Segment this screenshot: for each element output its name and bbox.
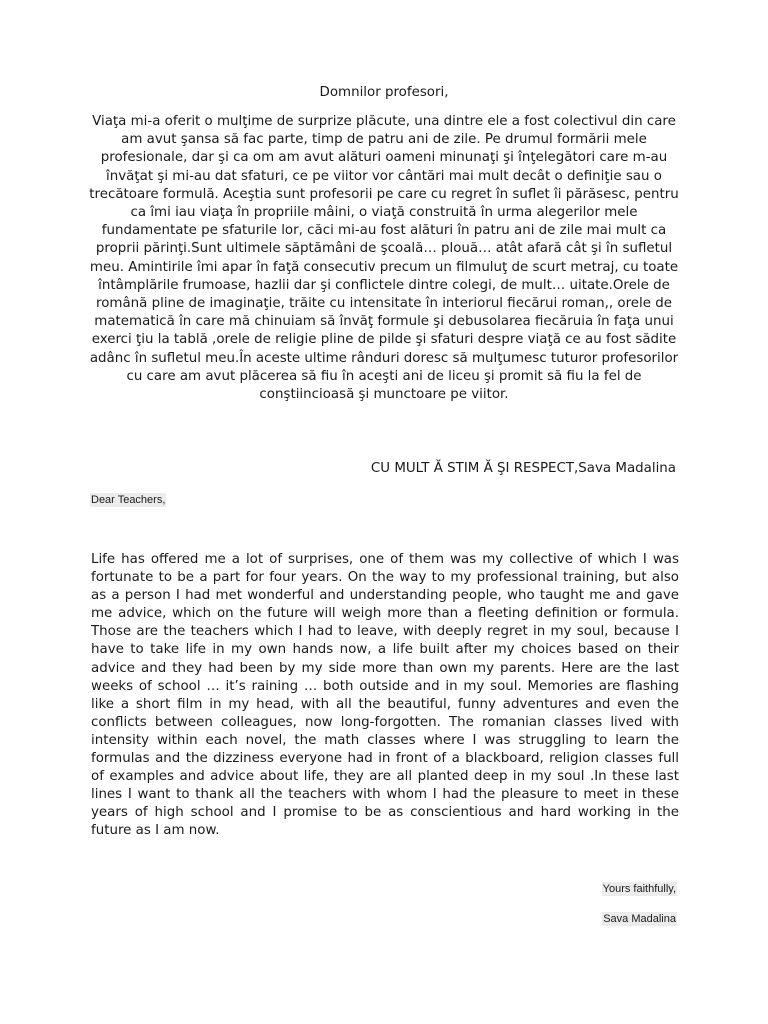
romanian-letter-body: Viaţa mi-a oferit o mulţime de surprize plăcute, una dintre ele a fost colectivul din care am avut şansa să fac parte, timp de patru ani de zile. Pe drumul formării mele profesionale, dar şi ca om am avut alături oameni minunaţi şi înţelegători care m-au învăţat şi mi-au dat sfaturi, ce pe viitor vor cântări mai mult decât o definiţie sau o trecătoare formulă. Aceştia sunt profesorii pe care cu regret în suflet îi părăsesc, pentru ca îmi iau viaţa în propriile mâini, o viaţă construită în urma alegerilor mele fundamentate pe sfaturile lor, căci mi-au fost alături în patru ani de zile mai mult ca proprii părinţi.Sunt ultimele săptămâni de şcoală… plouă… atât afară cât şi în sufletul meu. Amintirile îmi apar în faţă consecutiv precum un filmuluţ de scurt metraj, cu toate întâmplările frumoase, hazlii dar şi conflictele dintre colegi, de mult… uitate.Orele de română pline de imaginaţie, trăite cu intensitate în interiorul fiecărui roman,, orele de matematică în care mă chinuiam să învăţ formule şi debusolarea fiecăruia în faţa unui exerci ţiu la tablă ,orele de religie pline de pilde şi sfaturi despre viaţă ce au fost sădite adânc în sufletul meu.În aceste ultime rânduri doresc să mulţumesc tuturor profesorilor cu care am avut plăcerea să fiu în aceşti ani de liceu şi promit să fiu la fel de conştiincioasă şi munctoare pe viitor. xyxy=(89,114,679,403)
romanian-salutation: Domnilor profesori, xyxy=(319,85,449,100)
english-letter-body: Life has offered me a lot of surprises, one of them was my collective of which I was fortunate to be a part for four years. On the way to my professional training, but also as a person I had met wonderful and understanding people, who taught me and gave me advice, which on the future will weigh more than a fleeting definition or formula. Those are the teachers which I had to leave, with deeply regret in my soul, because I have to take life in my own hands now, a life built after my choices based on their advice and they had been by my side more than own my parents. Here are the last weeks of school … it’s raining … both outside and in my soul. Memories are flashing like a short film in my head, with all the beautiful, funny adventures and even the conflicts between colleagues, now long-forgotten. The romanian classes lived with intensity within each novel, the math classes where I was struggling to learn the formulas and the dizziness everyone had in front of a blackboard, religion classes full of examples and advice about life, they are all planted deep in my soul .In these last lines I want to thank all the teachers with whom I had the pleasure to meet in these years of high school and I promise to be as conscientious and hard working in the future as I am now. xyxy=(91,552,679,839)
english-salutation: Dear Teachers, xyxy=(91,494,166,506)
romanian-signature: CU MULT Ă STIM Ă ŞI RESPECT,Sava Madalina xyxy=(370,461,676,476)
english-closing: Yours faithfully, xyxy=(602,883,676,895)
english-signature-name: Sava Madalina xyxy=(603,913,676,925)
